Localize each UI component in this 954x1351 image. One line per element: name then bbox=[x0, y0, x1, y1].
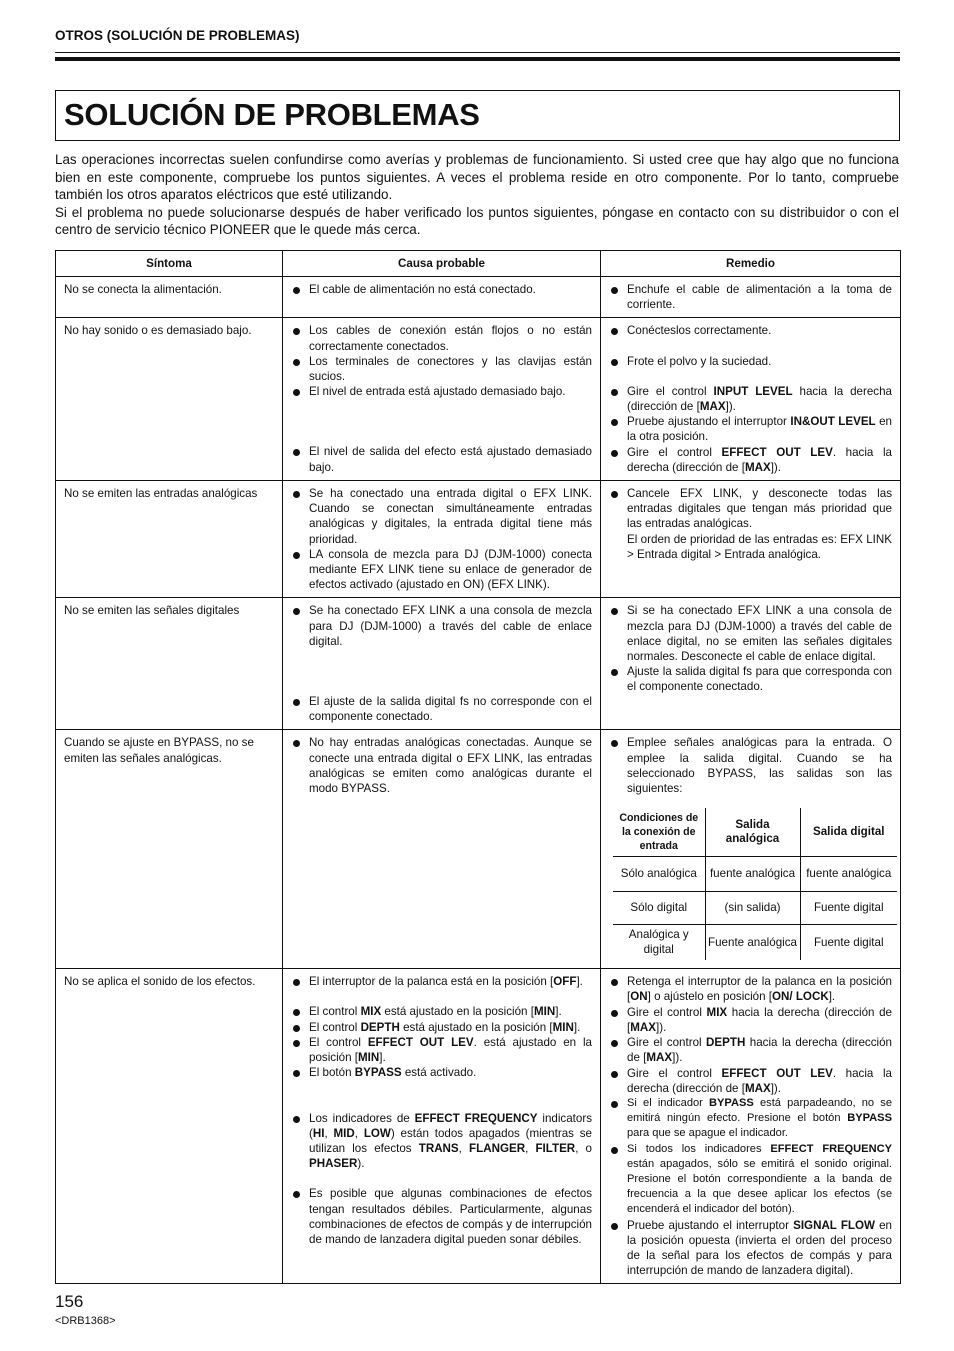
bold-term: MIN bbox=[357, 1051, 380, 1065]
symptom-text: No se emiten las entradas analógicas bbox=[64, 487, 258, 501]
bold-term: BYPASS bbox=[709, 1096, 754, 1109]
remedy-item: Ajuste la salida digital fs para que corresponda con el componente conectado. bbox=[609, 664, 892, 694]
cause-item: Los indicadores de EFFECT FREQUENCY indicators (HI, MID, LOW) están todos apagados (mientras se utilizan los efectos TRANS, FLANGER, FILTER, o PHASER). bbox=[291, 1111, 592, 1172]
symptom-cell bbox=[56, 969, 283, 1284]
bold-term: ON bbox=[630, 990, 648, 1004]
priority-order-text: El orden de prioridad de las entradas es: EFX LINK > Entrada digital > Entrada analógica. bbox=[627, 532, 892, 561]
table-row bbox=[56, 730, 901, 969]
remedy-item: Gire el control EFFECT OUT LEV. hacia la derecha (dirección de [MAX]). bbox=[609, 445, 892, 475]
table-row bbox=[56, 969, 901, 1284]
subtable-header: Salida digital bbox=[800, 808, 897, 857]
cause-cell bbox=[283, 318, 601, 481]
page-title: SOLUCIÓN DE PROBLEMAS bbox=[64, 97, 480, 132]
cause-item: LA consola de mezcla para DJ (DJM-1000) conecta mediante EFX LINK tiene su enlace de generador de efectos activado (ajustado en ON) (EFX LINK). bbox=[291, 547, 592, 593]
table-header-row bbox=[56, 251, 901, 277]
remedy-item: Gire el control INPUT LEVEL hacia la derecha (dirección de [MAX]). bbox=[609, 384, 892, 414]
bold-term: MIN bbox=[552, 1020, 574, 1034]
cause-item: El cable de alimentación no está conectado. bbox=[291, 282, 592, 297]
bold-term: IN&OUT LEVEL bbox=[790, 415, 876, 429]
cause-item: Se ha conectado EFX LINK a una consola de mezcla para DJ (DJM-1000) a través del cable de enlace digital. bbox=[291, 603, 592, 649]
cause-item: El interruptor de la palanca está en la posición [OFF]. bbox=[291, 974, 592, 989]
cause-cell bbox=[283, 969, 601, 1284]
bold-term: EFFECT OUT LEV bbox=[367, 1035, 474, 1049]
remedy-cell bbox=[601, 318, 901, 481]
bold-term: BYPASS bbox=[354, 1066, 402, 1080]
bold-term: EFFECT OUT LEV bbox=[721, 1066, 833, 1080]
bold-term: PHASER bbox=[309, 1157, 358, 1171]
remedy-item: Pruebe ajustando el interruptor SIGNAL FLOW en la posición opuesta (invierta el orden del proceso de la señal para los efectos de compás y para interrupción de mando de lanzadera digital). bbox=[609, 1218, 892, 1279]
remedy-item: Conécteslos correctamente. bbox=[609, 323, 892, 338]
subtable-cell: Fuente digital bbox=[800, 892, 897, 925]
remedy-cell bbox=[601, 598, 901, 730]
bold-term: MIX bbox=[706, 1005, 728, 1019]
remedy-item: Frote el polvo y la suciedad. bbox=[609, 354, 892, 369]
bold-term: SIGNAL FLOW bbox=[793, 1218, 875, 1232]
cause-item: El nivel de entrada está ajustado demasiado bajo. bbox=[291, 384, 592, 399]
subtable-row bbox=[613, 925, 897, 961]
bold-term: FILTER bbox=[535, 1141, 576, 1155]
cause-item: El botón BYPASS está activado. bbox=[291, 1065, 592, 1080]
header-rule-thin bbox=[55, 52, 900, 53]
subtable-header: Condiciones de la conexión de entrada bbox=[613, 808, 705, 857]
bold-term: MIX bbox=[360, 1005, 382, 1019]
subtable-cell: (sin salida) bbox=[705, 892, 800, 925]
cause-cell bbox=[283, 277, 601, 318]
remedy-item: Enchufe el cable de alimentación a la toma de corriente. bbox=[609, 282, 892, 312]
remedy-cell bbox=[601, 969, 901, 1284]
symptom-text: No hay sonido o es demasiado bajo. bbox=[64, 324, 252, 338]
symptom-cell bbox=[56, 277, 283, 318]
table-row bbox=[56, 481, 901, 598]
bold-term: OFF bbox=[553, 975, 577, 989]
subtable-cell: Fuente analógica bbox=[705, 925, 800, 961]
symptom-text: Cuando se ajuste en BYPASS, no se emiten las señales analógicas. bbox=[64, 736, 254, 765]
remedy-cell bbox=[601, 277, 901, 318]
cause-item: El ajuste de la salida digital fs no corresponde con el componente conectado. bbox=[291, 694, 592, 724]
symptom-cell bbox=[56, 730, 283, 969]
bold-term: MID bbox=[333, 1126, 355, 1140]
cause-cell bbox=[283, 481, 601, 598]
remedy-item: Retenga el interruptor de la palanca en la posición [ON] o ajústelo en posición [ON/ LOCK]. bbox=[609, 974, 892, 1004]
subtable-cell: fuente analógica bbox=[800, 857, 897, 892]
symptom-cell bbox=[56, 481, 283, 598]
symptom-cell bbox=[56, 318, 283, 481]
bold-term: MAX bbox=[646, 1051, 673, 1065]
title-box bbox=[55, 90, 900, 141]
bold-term: MIN bbox=[533, 1005, 556, 1019]
cause-cell bbox=[283, 598, 601, 730]
subtable-row bbox=[613, 892, 897, 925]
table-row bbox=[56, 598, 901, 730]
table-row bbox=[56, 318, 901, 481]
subtable-row bbox=[613, 857, 897, 892]
troubleshooting-table bbox=[55, 250, 901, 1284]
remedy-cell bbox=[601, 481, 901, 598]
remedy-item: Si todos los indicadores EFFECT FREQUENCY están apagados, sólo se emitirá el sonido original. Presione el botón correspondiente a la banda de frecuencia a la que desee aplicar los efectos (se encenderá el indicador del botón). bbox=[609, 1142, 892, 1218]
cause-item: No hay entradas analógicas conectadas. Aunque se conecte una entrada digital o EFX LINK, las entradas analógicas se emiten como analógicas durante el modo BYPASS. bbox=[291, 735, 592, 796]
bold-term: INPUT LEVEL bbox=[713, 384, 793, 398]
remedy-item: Si el indicador BYPASS está parpadeando, no se emitirá ningún efecto. Presione el botón BYPASS para que se apague el indicador. bbox=[609, 1096, 892, 1142]
cause-item: Los terminales de conectores y las clavijas están sucios. bbox=[291, 354, 592, 384]
bold-term: FLANGER bbox=[469, 1141, 526, 1155]
bold-term: EFFECT FREQUENCY bbox=[414, 1111, 538, 1125]
header-cause: Causa probable bbox=[283, 251, 601, 277]
subtable-cell: Sólo digital bbox=[613, 892, 705, 925]
bold-term: MAX bbox=[630, 1020, 656, 1034]
header-symptom: Síntoma bbox=[56, 251, 283, 277]
bold-term: MAX bbox=[699, 400, 726, 414]
bold-term: TRANS bbox=[418, 1141, 459, 1155]
cause-item: Es posible que algunas combinaciones de efectos tengan resultados débiles. Particularmente, algunas combinaciones de efectos de compás y de interrupción de mando de lanzadera digital pueden sonar débiles. bbox=[291, 1186, 592, 1247]
subtable-header: Salida analógica bbox=[705, 808, 800, 857]
intro-text bbox=[55, 151, 899, 239]
bold-term: DEPTH bbox=[360, 1020, 400, 1034]
cause-item: El control MIX está ajustado en la posición [MIN]. bbox=[291, 1004, 592, 1019]
subtable-header-row bbox=[613, 808, 897, 857]
bold-term: DEPTH bbox=[706, 1036, 746, 1050]
section-header: OTROS (SOLUCIÓN DE PROBLEMAS) bbox=[55, 28, 300, 43]
subtable-cell: Analógica y digital bbox=[628, 928, 689, 956]
bold-term: LOW bbox=[363, 1126, 391, 1140]
remedy-item: Si se ha conectado EFX LINK a una consola de mezcla para DJ (DJM-1000) a través del cable de enlace digital, no se emiten las señales digitales normales. Desconecte el cable de enlace digital. bbox=[609, 603, 892, 664]
bold-term: ON/ LOCK bbox=[772, 990, 829, 1004]
symptom-cell bbox=[56, 598, 283, 730]
header-rule-thick bbox=[55, 57, 900, 61]
cause-item: El control EFFECT OUT LEV. está ajustado en la posición [MIN]. bbox=[291, 1035, 592, 1065]
remedy-item: Pruebe ajustando el interruptor IN&OUT LEVEL en la otra posición. bbox=[609, 414, 892, 444]
intro-paragraph: Las operaciones incorrectas suelen confundirse como averías y problemas de funcionamiento. Si usted cree que hay algo que no funciona bien en este componente, compruebe los puntos siguientes. A veces el problema reside en otro componente. Por lo tanto, compruebe también los otros aparatos eléctricos que esté utilizando. bbox=[55, 152, 899, 202]
bold-term: MAX bbox=[744, 1081, 771, 1095]
symptom-text: No se conecta la alimentación. bbox=[64, 283, 222, 296]
subtable-cell: Fuente digital bbox=[800, 925, 897, 961]
cause-item: Los cables de conexión están flojos o no están correctamente conectados. bbox=[291, 323, 592, 353]
symptom-text: No se aplica el sonido de los efectos. bbox=[64, 975, 256, 989]
bold-term: MAX bbox=[744, 460, 771, 474]
remedy-item: Gire el control MIX hacia la derecha (dirección de [MAX]). bbox=[609, 1005, 892, 1035]
bold-term: HI bbox=[312, 1126, 325, 1140]
bold-term: BYPASS bbox=[847, 1112, 892, 1125]
cause-item: El control DEPTH está ajustado en la posición [MIN]. bbox=[291, 1020, 592, 1035]
document-code: <DRB1368> bbox=[55, 1315, 116, 1327]
table-row bbox=[56, 277, 901, 318]
bold-term: EFFECT FREQUENCY bbox=[770, 1142, 893, 1155]
remedy-item: Gire el control DEPTH hacia la derecha (dirección de [MAX]). bbox=[609, 1035, 892, 1065]
subtable-cell: Sólo analógica bbox=[613, 857, 705, 892]
page-number: 156 bbox=[55, 1292, 84, 1311]
remedy-text: Cancele EFX LINK, y desconecte todas las entradas digitales que tengan más prioridad que las entradas analógicas. bbox=[627, 487, 892, 531]
cause-item: El nivel de salida del efecto está ajustado demasiado bajo. bbox=[291, 444, 592, 474]
symptom-text: No se emiten las señales digitales bbox=[64, 604, 240, 618]
remedy-item bbox=[609, 486, 892, 562]
remedy-cell bbox=[601, 730, 901, 969]
cause-cell bbox=[283, 730, 601, 969]
header-remedy: Remedio bbox=[601, 251, 901, 277]
remedy-item: Gire el control EFFECT OUT LEV. hacia la derecha (dirección de [MAX]). bbox=[609, 1066, 892, 1096]
bypass-output-table bbox=[613, 808, 897, 960]
bold-term: EFFECT OUT LEV bbox=[721, 445, 833, 459]
cause-item: Se ha conectado una entrada digital o EFX LINK. Cuando se conectan simultáneamente entradas analógicas y digitales, la entrada digital tiene más prioridad. bbox=[291, 486, 592, 547]
subtable-cell: fuente analógica bbox=[705, 857, 800, 892]
remedy-item: Emplee señales analógicas para la entrada. O emplee la salida digital. Cuando se ha seleccionado BYPASS, las salidas son las siguientes: bbox=[609, 735, 892, 796]
intro-paragraph: Si el problema no puede solucionarse después de haber verificado los puntos siguientes, póngase en contacto con su distribuidor o con el centro de servicio técnico PIONEER que le quede más cerca. bbox=[55, 204, 899, 237]
